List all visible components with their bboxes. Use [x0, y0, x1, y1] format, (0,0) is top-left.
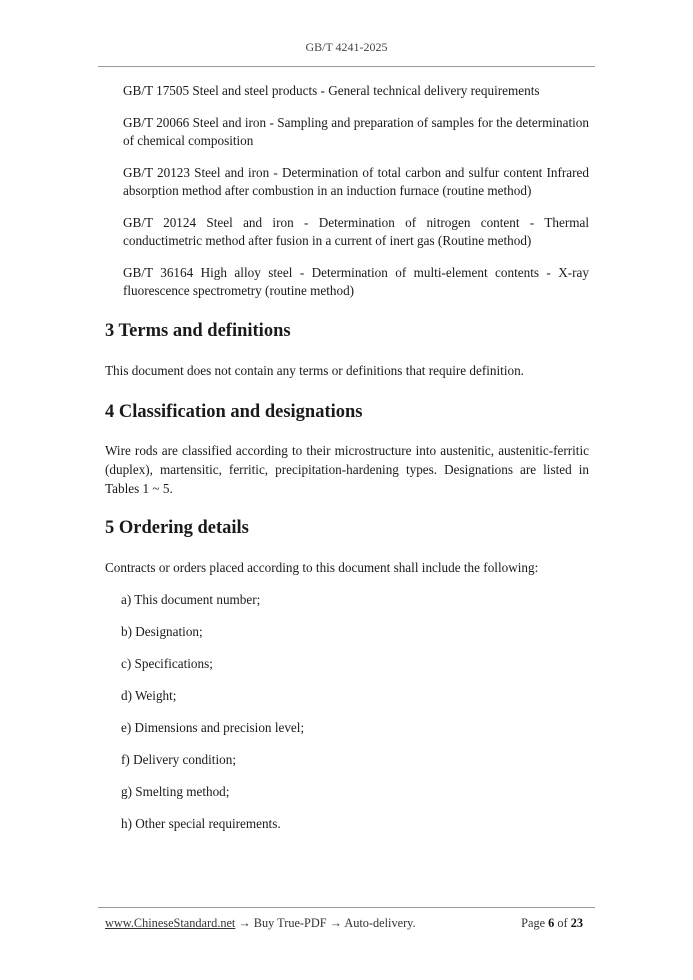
reference-item: GB/T 20066 Steel and iron - Sampling and preparation of samples for the determination of chemical composition [123, 115, 589, 148]
page-content [105, 80, 589, 846]
page-indicator [521, 916, 583, 931]
list-item: f) Delivery condition; [121, 752, 236, 767]
section-4-text: Wire rods are classified according to their microstructure into austenitic, austenitic-ferritic (duplex), martensitic, ferritic, precipitation-hardening types. Designations are listed in Tables 1 ~ 5. [105, 443, 589, 496]
header-divider [98, 66, 595, 67]
list-item: c) Specifications; [121, 656, 213, 671]
section-3-text: This document does not contain any terms or definitions that require definition. [105, 363, 524, 378]
section-3-heading: 3 Terms and definitions [105, 321, 291, 341]
reference-item: GB/T 20124 Steel and iron - Determination of nitrogen content - Thermal conductimetric method after fusion in a current of inert gas (Routine method) [123, 215, 589, 248]
list-item: g) Smelting method; [121, 784, 230, 799]
footer-promo [105, 916, 416, 931]
list-item: a) This document number; [121, 592, 261, 607]
reference-item: GB/T 17505 Steel and steel products - General technical delivery requirements [123, 83, 540, 98]
reference-item: GB/T 36164 High alloy steel - Determination of multi-element contents - X-ray fluorescence spectrometry (routine method) [123, 265, 589, 298]
list-item: d) Weight; [121, 688, 177, 703]
page-label: Page [521, 916, 546, 930]
total-pages: 23 [570, 916, 583, 930]
of-label: of [557, 916, 568, 930]
ordering-details-list [105, 590, 589, 834]
section-5-heading: 5 Ordering details [105, 518, 249, 538]
footer-divider [98, 907, 595, 908]
normative-references-list [105, 80, 589, 300]
list-item: e) Dimensions and precision level; [121, 720, 305, 735]
current-page-number: 6 [548, 916, 555, 930]
list-item: h) Other special requirements. [121, 816, 281, 831]
section-4-heading: 4 Classification and designations [105, 402, 363, 422]
footer-tagline: → Buy True-PDF → Auto-delivery. [235, 916, 416, 930]
list-item: b) Designation; [121, 624, 203, 639]
reference-item: GB/T 20123 Steel and iron - Determination of total carbon and sulfur content Infrared absorption method after combustion in an induction furnace (routine method) [123, 165, 589, 198]
page-header: GB/T 4241-2025 [305, 40, 388, 54]
site-link[interactable]: www.ChineseStandard.net [105, 916, 236, 930]
section-5-intro: Contracts or orders placed according to this document shall include the following: [105, 560, 539, 575]
